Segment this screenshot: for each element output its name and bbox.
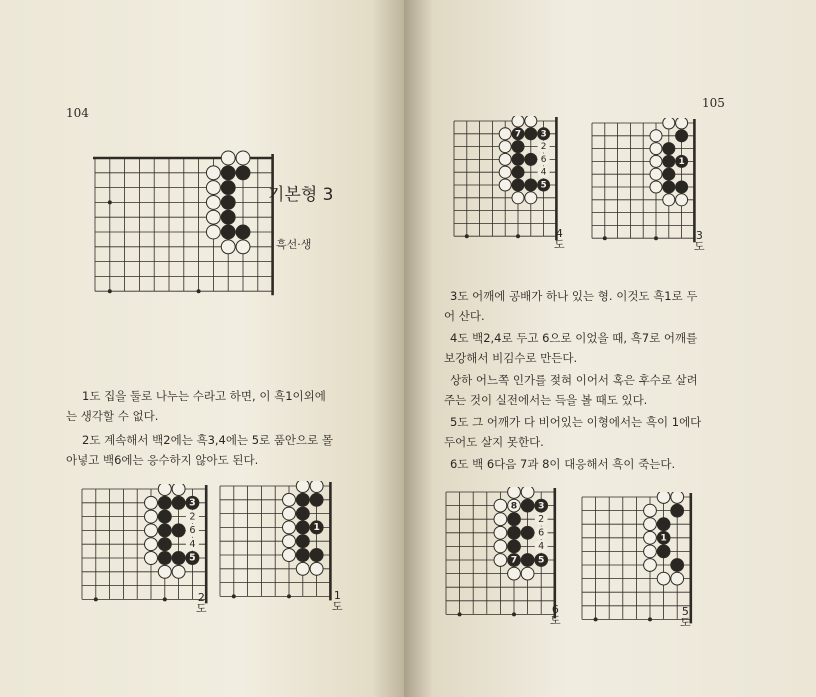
star-point bbox=[94, 597, 98, 601]
stone-number: 1 bbox=[678, 156, 685, 167]
white-stone bbox=[494, 526, 507, 539]
stone-number: 7 bbox=[510, 554, 518, 566]
black-stone bbox=[676, 181, 688, 193]
white-stone bbox=[657, 572, 670, 585]
white-stone bbox=[521, 567, 534, 580]
black-stone bbox=[521, 526, 534, 539]
paragraph-line: 5도 그 어깨가 다 비어있는 이형에서는 흑이 1에다 bbox=[450, 415, 702, 429]
star-point bbox=[108, 200, 112, 204]
stone-number: 5 bbox=[189, 552, 196, 564]
caption-number: 2 bbox=[197, 591, 205, 604]
caption-suffix: 도 bbox=[694, 240, 705, 253]
black-stone bbox=[158, 496, 171, 509]
black-stone bbox=[158, 538, 171, 551]
white-stone bbox=[644, 504, 657, 517]
caption-number: 1 bbox=[333, 589, 341, 602]
move-number: 4 bbox=[189, 538, 196, 550]
move-number: 2 bbox=[540, 142, 547, 153]
white-stone bbox=[283, 493, 296, 506]
star-point bbox=[516, 234, 520, 238]
black-stone bbox=[158, 510, 171, 523]
black-stone bbox=[525, 128, 537, 140]
paragraph-line: 아넣고 백6에는 응수하지 않아도 된다. bbox=[66, 453, 259, 467]
white-stone bbox=[663, 118, 675, 129]
star-point bbox=[603, 236, 607, 240]
white-stone bbox=[499, 166, 511, 178]
stone-number: 3 bbox=[537, 500, 545, 512]
stone-number: 7 bbox=[514, 129, 522, 140]
white-stone bbox=[283, 521, 296, 534]
black-stone bbox=[525, 179, 537, 191]
black-stone bbox=[512, 166, 524, 178]
stone-number: 8 bbox=[510, 500, 518, 512]
white-stone bbox=[494, 499, 507, 512]
black-stone bbox=[657, 518, 670, 531]
black-stone bbox=[521, 554, 534, 567]
black-stone bbox=[310, 549, 323, 562]
go-diagram-4 bbox=[452, 116, 570, 256]
black-stone bbox=[172, 524, 185, 537]
black-stone bbox=[236, 166, 250, 180]
white-stone bbox=[145, 510, 158, 523]
white-stone bbox=[145, 524, 158, 537]
black-stone bbox=[296, 535, 309, 548]
white-stone bbox=[650, 155, 662, 167]
white-stone bbox=[521, 487, 534, 498]
white-stone bbox=[650, 143, 662, 155]
white-stone bbox=[499, 153, 511, 165]
star-point bbox=[232, 594, 236, 598]
white-stone bbox=[508, 567, 521, 580]
right-page bbox=[404, 0, 816, 697]
white-stone bbox=[650, 168, 662, 180]
white-stone bbox=[525, 116, 537, 127]
white-stone bbox=[283, 549, 296, 562]
white-stone bbox=[644, 531, 657, 544]
stone-number: 3 bbox=[540, 129, 547, 140]
white-stone bbox=[663, 194, 675, 206]
diagram-4-caption bbox=[554, 228, 565, 250]
move-number: 4 bbox=[540, 167, 547, 178]
black-stone bbox=[296, 521, 309, 534]
black-stone bbox=[172, 552, 185, 565]
black-stone bbox=[676, 130, 688, 142]
caption-suffix: 도 bbox=[554, 238, 565, 251]
black-stone bbox=[508, 540, 521, 553]
paragraph-line: 3도 어깨에 공배가 하나 있는 형. 이것도 흑1로 두 bbox=[450, 289, 698, 303]
white-stone bbox=[145, 552, 158, 565]
black-stone bbox=[221, 195, 235, 209]
black-stone bbox=[512, 141, 524, 153]
paragraph-line: 는 생각할 수 없다. bbox=[66, 409, 159, 423]
stone-number: 1 bbox=[313, 522, 320, 534]
white-stone bbox=[650, 181, 662, 193]
black-stone bbox=[657, 545, 670, 558]
black-stone bbox=[663, 155, 675, 167]
black-stone bbox=[663, 168, 675, 180]
white-stone bbox=[206, 181, 220, 195]
move-number: 6 bbox=[538, 527, 545, 539]
stone-number: 1 bbox=[660, 532, 667, 544]
white-stone bbox=[283, 507, 296, 520]
white-stone bbox=[499, 141, 511, 153]
paragraph-line: 4도 백2,4로 두고 6으로 이었을 때, 흑7로 어깨를 bbox=[450, 331, 698, 345]
diagram-3-caption bbox=[694, 230, 705, 252]
paragraph-line: 1도 집을 둘로 나누는 수라고 하면, 이 흑1이외에 bbox=[82, 389, 326, 403]
black-stone bbox=[158, 552, 171, 565]
black-stone bbox=[221, 210, 235, 224]
caption-number: 5 bbox=[681, 605, 689, 618]
white-stone bbox=[206, 225, 220, 239]
black-stone bbox=[236, 225, 250, 239]
move-number: 6 bbox=[540, 154, 547, 165]
white-stone bbox=[158, 484, 171, 495]
white-stone bbox=[158, 565, 171, 578]
go-diagram-1 bbox=[218, 481, 344, 619]
star-point bbox=[287, 594, 291, 598]
move-number: 6 bbox=[189, 525, 196, 537]
white-stone bbox=[494, 554, 507, 567]
white-stone bbox=[499, 179, 511, 191]
page-number-left: 104 bbox=[66, 106, 89, 120]
black-stone bbox=[521, 499, 534, 512]
caption-suffix: 도 bbox=[196, 602, 207, 615]
white-stone bbox=[676, 194, 688, 206]
black-stone bbox=[663, 143, 675, 155]
move-number: 2 bbox=[189, 511, 196, 523]
black-stone bbox=[508, 526, 521, 539]
diagram-2-caption bbox=[196, 592, 207, 614]
black-stone bbox=[671, 559, 684, 572]
white-stone bbox=[650, 130, 662, 142]
white-stone bbox=[525, 192, 537, 204]
white-stone bbox=[221, 151, 235, 165]
white-stone bbox=[644, 518, 657, 531]
white-stone bbox=[283, 535, 296, 548]
diagram-subheading: 흑선·생 bbox=[276, 238, 312, 251]
white-stone bbox=[221, 240, 235, 254]
black-stone bbox=[663, 181, 675, 193]
black-stone bbox=[158, 524, 171, 537]
white-stone bbox=[676, 118, 688, 129]
white-stone bbox=[657, 492, 670, 503]
black-stone bbox=[296, 493, 309, 506]
black-stone bbox=[508, 513, 521, 526]
go-diagram-basic bbox=[90, 149, 294, 325]
white-stone bbox=[236, 151, 250, 165]
white-stone bbox=[494, 540, 507, 553]
paragraph-line: 2도 계속해서 백2에는 흑3,4에는 5로 품안으로 몰 bbox=[82, 433, 334, 447]
white-stone bbox=[671, 492, 684, 503]
black-stone bbox=[221, 181, 235, 195]
star-point bbox=[458, 612, 462, 616]
white-stone bbox=[512, 116, 524, 127]
black-stone bbox=[221, 166, 235, 180]
paragraph-line: 보강해서 비김수로 만든다. bbox=[444, 351, 578, 365]
star-point bbox=[163, 597, 167, 601]
white-stone bbox=[145, 496, 158, 509]
left-page bbox=[0, 0, 404, 697]
white-stone bbox=[644, 559, 657, 572]
white-stone bbox=[236, 240, 250, 254]
star-point bbox=[512, 612, 516, 616]
black-stone bbox=[310, 493, 323, 506]
white-stone bbox=[494, 513, 507, 526]
black-stone bbox=[525, 153, 537, 165]
stone-number: 5 bbox=[540, 180, 547, 191]
black-stone bbox=[296, 507, 309, 520]
star-point bbox=[465, 234, 469, 238]
white-stone bbox=[512, 192, 524, 204]
black-stone bbox=[221, 225, 235, 239]
black-stone bbox=[296, 549, 309, 562]
white-stone bbox=[172, 484, 185, 495]
paragraph-line: 어 산다. bbox=[444, 309, 485, 323]
caption-number: 4 bbox=[555, 227, 563, 240]
star-point bbox=[108, 289, 112, 293]
white-stone bbox=[508, 487, 521, 498]
caption-suffix: 도 bbox=[550, 614, 561, 627]
diagram-heading: 기본형 3 bbox=[268, 185, 334, 205]
move-number: 2 bbox=[538, 513, 545, 525]
go-diagram-3 bbox=[590, 118, 708, 258]
black-stone bbox=[512, 153, 524, 165]
diagram-6-caption bbox=[550, 604, 561, 626]
white-stone bbox=[172, 565, 185, 578]
caption-suffix: 도 bbox=[680, 616, 691, 629]
star-point bbox=[594, 617, 598, 621]
stone-number: 5 bbox=[537, 554, 545, 566]
black-stone bbox=[172, 496, 185, 509]
star-point bbox=[197, 289, 201, 293]
paragraph-line: 6도 백 6다음 7과 8이 대응해서 흑이 죽는다. bbox=[450, 457, 676, 471]
caption-number: 3 bbox=[695, 229, 703, 242]
paragraph-line: 두어도 살지 못한다. bbox=[444, 435, 544, 449]
white-stone bbox=[644, 545, 657, 558]
diagram-5-caption bbox=[680, 606, 691, 628]
stone-number: 3 bbox=[189, 497, 196, 509]
caption-suffix: 도 bbox=[332, 600, 343, 613]
paragraph-line: 주는 것이 실전에서는 득을 볼 때도 있다. bbox=[444, 393, 648, 407]
move-number: 4 bbox=[538, 541, 545, 553]
diagram-1-caption bbox=[332, 590, 343, 612]
white-stone bbox=[310, 562, 323, 575]
white-stone bbox=[145, 538, 158, 551]
white-stone bbox=[206, 166, 220, 180]
white-stone bbox=[310, 481, 323, 492]
white-stone bbox=[499, 128, 511, 140]
star-point bbox=[648, 617, 652, 621]
star-point bbox=[654, 236, 658, 240]
white-stone bbox=[206, 210, 220, 224]
white-stone bbox=[296, 562, 309, 575]
white-stone bbox=[671, 572, 684, 585]
black-stone bbox=[671, 504, 684, 517]
paragraph-line: 상하 어느쪽 인가를 젖혀 이어서 혹은 후수로 살려 bbox=[450, 373, 698, 387]
white-stone bbox=[206, 195, 220, 209]
black-stone bbox=[512, 179, 524, 191]
white-stone bbox=[296, 481, 309, 492]
page-number-right: 105 bbox=[702, 96, 725, 110]
caption-number: 6 bbox=[551, 603, 559, 616]
